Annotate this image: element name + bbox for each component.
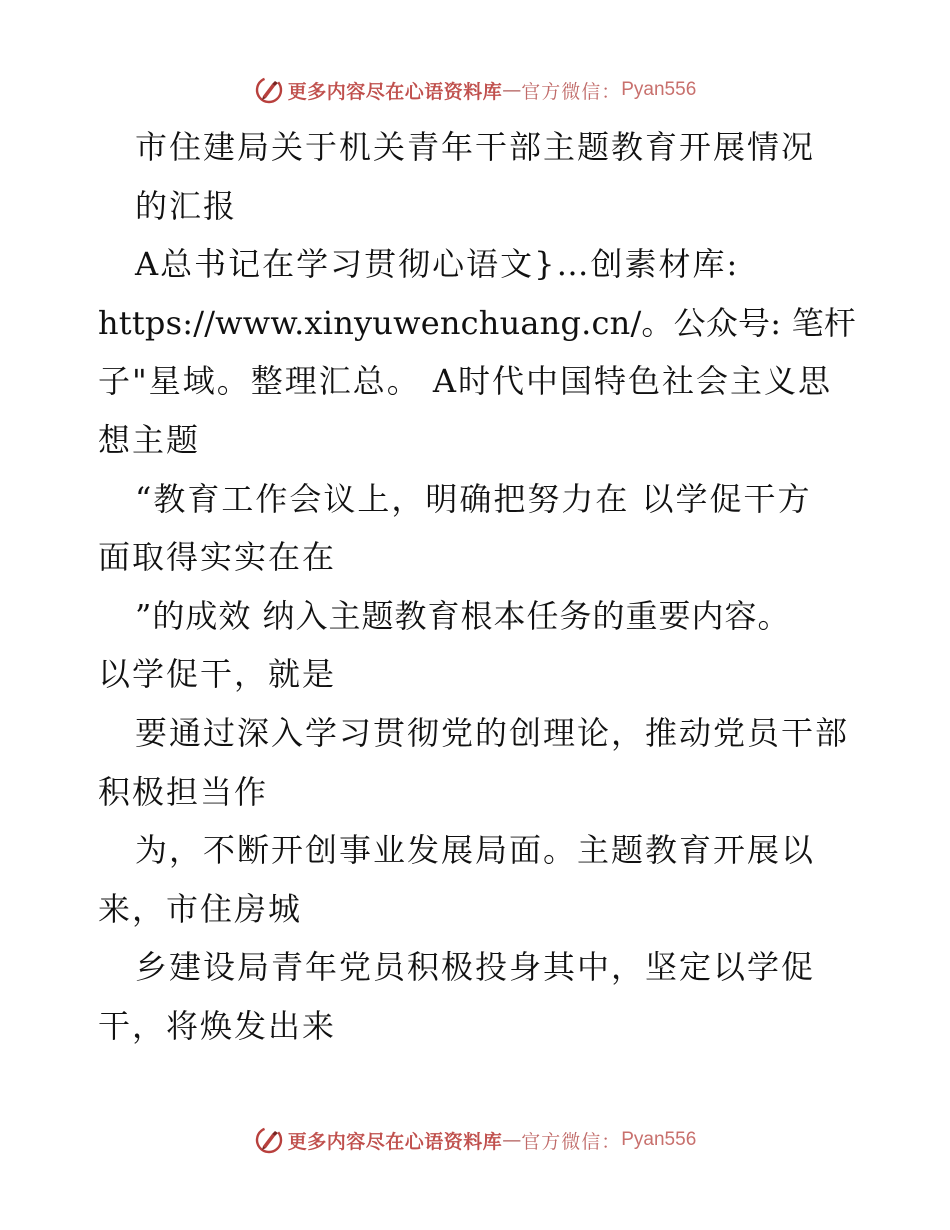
document-line: 乡建设局青年党员积极投身其中，坚定以学促: [135, 948, 816, 987]
banner-text: 更多内容尽在心语资料库: [287, 1130, 503, 1153]
document-body: [98, 118, 858, 1056]
document-line: https://www.xinyuwenchuang.cn/。公众号: 笔杆: [98, 303, 856, 342]
header-banner: [0, 70, 950, 110]
document-line: ”的成效 纳入主题教育根本任务的重要内容。: [135, 596, 791, 635]
document-line: 为，不断开创事业发展局面。主题教育开展以: [135, 831, 816, 870]
banner-wechat-label: 官方微信：: [521, 1130, 622, 1153]
document-line: 来，市住房城: [98, 889, 303, 928]
pen-seal-logo-icon: [254, 1125, 284, 1155]
document-line: 面取得实实在在: [98, 538, 337, 577]
banner-separator: —: [502, 79, 522, 101]
banner-wechat-id: Pyan556: [621, 79, 697, 100]
document-line: 想主题: [98, 420, 201, 459]
document-line: 干，将焕发出来: [98, 1006, 337, 1045]
banner-separator: —: [502, 1129, 522, 1151]
banner-wechat-id: Pyan556: [621, 1129, 697, 1150]
pen-seal-logo-icon: [254, 75, 284, 105]
document-line: 子"星域。整理汇总。 A时代中国特色社会主义思: [98, 362, 833, 401]
banner-wechat-label: 官方微信：: [521, 80, 622, 103]
document-line: 以学促干，就是: [98, 655, 337, 694]
footer-banner: [0, 1120, 950, 1160]
document-line: 要通过深入学习贯彻党的创理论，推动党员干部: [135, 713, 850, 752]
document-line: A总书记在学习贯彻心语文}…创素材库:: [135, 245, 740, 284]
document-line: 积极担当作: [98, 772, 269, 811]
document-line: “教育工作会议上，明确把努力在 以学促干方: [135, 479, 812, 518]
document-line: 市住建局关于机关青年干部主题教育开展情况: [135, 128, 816, 166]
document-line: 的汇报: [135, 186, 238, 225]
banner-text: 更多内容尽在心语资料库: [287, 80, 503, 103]
